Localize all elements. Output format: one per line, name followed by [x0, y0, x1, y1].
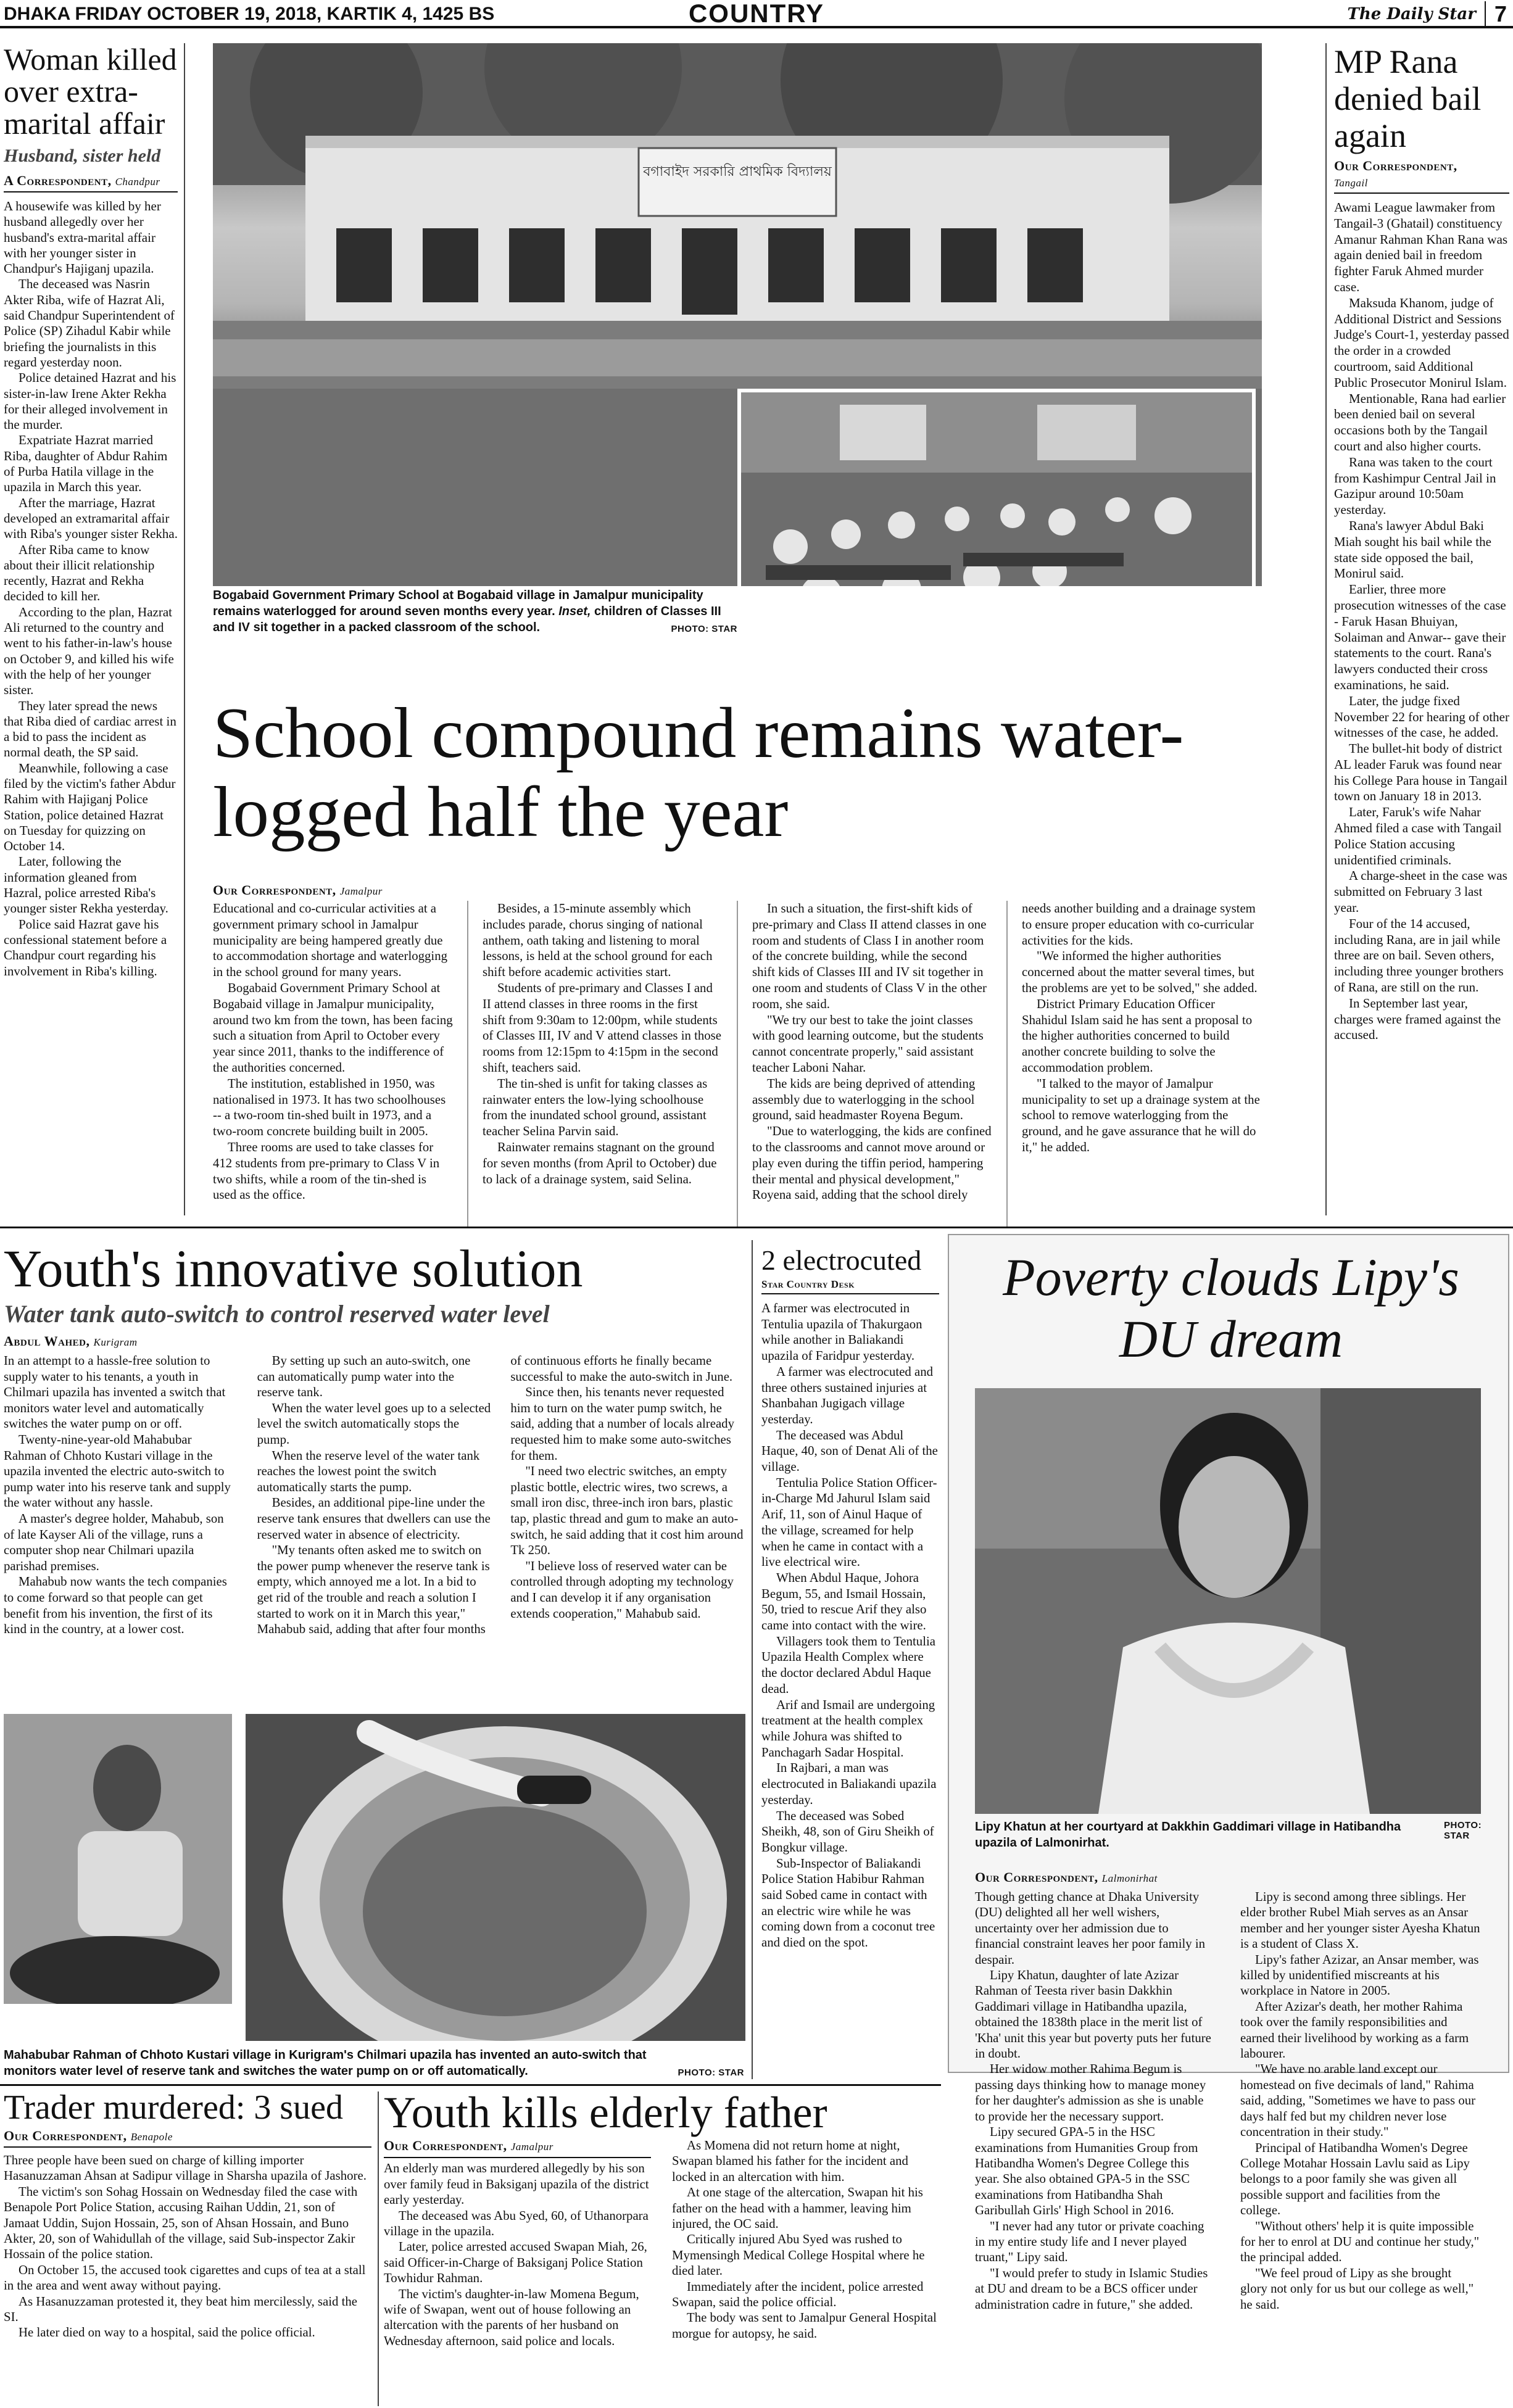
- paragraph: Lipy Khatun, daughter of late Azizar Rahman of Teesta river basin Dakkhin Gaddimari village in Hatibandha upazila, obtained the 1838th place in the merit list of 'Kha' unit this year but poverty puts her future in doubt.: [975, 1968, 1211, 2061]
- paragraph: Mahabub now wants the tech companies to come forward so that people can get benefit from his invention, the first of its kind in the country, at a lower cost.: [4, 1574, 227, 1637]
- page-number: 7: [1485, 1, 1507, 27]
- youth-photo-caption: [4, 2047, 744, 2079]
- paragraph: Tentulia Police Station Officer-in-Charge Md Jahurul Islam said Arif, 11, son of Ainul Haque of the village, screamed for help when he came in contact with a live electrical wire.: [761, 1475, 937, 1570]
- paragraphs: [384, 2138, 939, 2349]
- paragraph: The deceased was Sobed Sheikh, 48, son of Giru Sheikh of Bongkur village.: [761, 1808, 934, 1855]
- man-portrait-image: [4, 1714, 232, 2004]
- paragraph: In an attempt to a hassle-free solution to supply water to his tenants, a youth in Chilmari upazila has invented a switch that monitors water level and automatically switches the water pump on or off.: [4, 1354, 226, 1431]
- paragraph: The victim's son Sohag Hossain on Wednesday filed the case with Benapole Port Police Station, accusing Raihan Uddin, 21, son of Jamaat Uddin, Sujon Hossain, 25, son of Ahsan Hossain, and Buno Akter, 20, son of Wahidullah of the village, said Sub-inspector Zakir Hossain of the police station.: [4, 2184, 358, 2262]
- byline-name: Our Correspondent,: [4, 2128, 127, 2143]
- paragraph: The body was sent to Jamalpur General Hospital morgue for autopsy, he said.: [672, 2311, 937, 2341]
- headline: Woman killed over extra-marital affair: [4, 42, 177, 141]
- byline-name: A Correspondent,: [4, 173, 112, 188]
- classroom-image: [741, 392, 1252, 586]
- article-youth-kills-father: [384, 2088, 939, 2397]
- headline: 2 electrocuted: [761, 1244, 922, 1276]
- column-divider: [184, 43, 185, 1215]
- paragraph: According to the plan, Hazrat Ali returned to the country and went to his father-in-law's house on October 9, and killed his wife with the help of her younger sister.: [4, 604, 174, 698]
- paragraph: "We try our best to take the joint classes with good learning outcome, but the students cannot concentrate properly," said assistant teacher Laboni Nahar.: [752, 1012, 984, 1075]
- caption-inset-label: Inset,: [558, 605, 591, 618]
- article-woman-killed: [4, 43, 178, 979]
- headline: Youth's innovative solution: [4, 1239, 583, 1298]
- article-body: [4, 199, 178, 979]
- paragraph: Police detained Hazrat and his sister-in-law Irene Akter Rekha for their alleged involvement in the murder.: [4, 370, 176, 432]
- byline: Star Country Desk: [761, 1278, 939, 1294]
- paragraph: As Hasanuzzaman protested it, they beat him mercilessly, said the SI.: [4, 2294, 358, 2325]
- mahabub-photo: [4, 1714, 232, 2004]
- article-body: [1334, 200, 1509, 1043]
- school-sign-text: বগাবাইদ সরকারি প্রাথমিক বিদ্যালয়: [643, 164, 832, 180]
- paragraph: Besides, an additional pipe-line under the reserve tank ensures that dwellers can use the reserved water in absence of electricity.: [257, 1496, 491, 1542]
- paragraph: Later, the judge fixed November 22 for hearing of other witnesses of the case, he added.: [1334, 693, 1509, 740]
- paragraph: A farmer was electrocuted and three others sustained injuries at Shanbahan Jugigach village yesterday.: [761, 1364, 934, 1426]
- paragraph: Later, police arrested accused Swapan Miah, 26, said Officer-in-Charge of Baksiganj Police Station Towhidur Rahman.: [384, 2240, 647, 2286]
- paragraph: When the reserve level of the water tank reaches the lowest point the switch automatically starts the pump.: [257, 1448, 480, 1494]
- paragraph: When the water level goes up to a selected level the switch automatically stops the pump.: [257, 1401, 491, 1447]
- classroom-inset-photo: [737, 389, 1256, 586]
- byline-name: Our Correspondent,: [384, 2138, 507, 2153]
- byline: [213, 882, 444, 898]
- section-divider: [0, 2084, 941, 2086]
- paragraph: Her widow mother Rahima Begum is passing days thinking how to manage money for her daughter's admission as she is unable to provide her the necessary support.: [975, 2062, 1206, 2124]
- photo-credit: PHOTO: STAR: [1444, 1820, 1482, 1841]
- paragraph: Twenty-nine-year-old Mahabubar Rahman of Chhoto Kustari village in the upazila invented the electric auto-switch to pump water into his reserve tank and supply the water without any hassle.: [4, 1432, 231, 1510]
- paragraph: Rainwater remains stagnant on the ground for seven months (from April to October) due to lack of a drainage system, said Selina.: [483, 1140, 717, 1186]
- paragraph: Earlier, three more prosecution witnesses of the case - Faruk Hasan Bhuiyan, Solaiman and Anwar-- gave their statements to the court. Rana's lawyers conducted their cross examinations, he said.: [1334, 582, 1506, 692]
- paragraph: The deceased was Abdul Haque, 40, son of Denat Ali of the village.: [761, 1428, 938, 1475]
- paragraph: When Abdul Haque, Johora Begum, 55, and Ismail Hossain, 50, tried to rescue Arif they also came into contact with the wire.: [761, 1570, 927, 1633]
- paragraph: The victim's daughter-in-law Momena Begum, wife of Swapan, went out of house following an altercation with the parents of her husband on Wednesday afternoon, said police and locals.: [384, 2286, 639, 2348]
- paragraph: Rana was taken to the court from Kashimpur Central Jail in Gazipur around 10:50am yesterday.: [1334, 454, 1496, 518]
- paragraph: After Azizar's death, her mother Rahima took over the family responsibilities and earned their livelihood by working as a farm labourer.: [1240, 1999, 1469, 2061]
- paragraph: Since then, his tenants never requested him to turn on the water pump switch, he said, adding that a number of locals already requested him to make some auto-switches for them.: [510, 1385, 734, 1463]
- paragraph: Bogabaid Government Primary School at Bogabaid village in Jamalpur municipality, around two km from the town, has been facing such a situation from April to October every year since 2011, thanks to the indifference of the authorities concerned.: [213, 980, 453, 1075]
- byline: [384, 2138, 651, 2158]
- paragraph: An elderly man was murdered allegedly by his son over family feud in Baksiganj upazila of the district early yesterday.: [384, 2161, 649, 2207]
- paragraph: "I would prefer to study in Islamic Studies at DU and dream to be a BCS officer under administration cadre in future," she added.: [975, 2265, 1208, 2312]
- caption-text: Mahabubar Rahman of Chhoto Kustari village in Kurigram's Chilmari upazila has invented an auto-switch that monitors water level of reserve tank and switches the water pump on or off automatically.: [4, 2048, 647, 2078]
- paragraph: After the marriage, Hazrat developed an extramarital affair with Riba's younger sister Rekha.: [4, 495, 178, 542]
- newspaper-logo: The Daily Star: [1347, 5, 1476, 23]
- paragraph: Rana's lawyer Abdul Baki Miah sought his bail while the state side opposed the bail, Monirul said.: [1334, 518, 1491, 581]
- byline-location: Lalmonirhat: [1101, 1872, 1158, 1884]
- article-body: [4, 1353, 744, 1674]
- byline-name: Our Correspondent,: [213, 882, 336, 898]
- lipy-photo-caption: [975, 1819, 1481, 1851]
- paragraph: Principal of Hatibandha Women's Degree College Motahar Hossain Lavlu said as Lipy belongs to a poor family she was given all possible support and facilities from the college.: [1240, 2140, 1470, 2218]
- kicker: Water tank auto-switch to control reserved water level: [4, 1300, 550, 1328]
- lipy-photo: [975, 1388, 1481, 1814]
- headline: Poverty clouds Lipy's DU dream: [1003, 1247, 1459, 1368]
- caption-main: Bogabaid Government Primary School at Bogabaid village in Jamalpur municipality remains waterlogged for around seven months every year.: [213, 589, 703, 618]
- paragraph: Immediately after the incident, police arrested Swapan, said the police official.: [672, 2279, 924, 2310]
- paragraph: Lipy secured GPA-5 in the HSC examinations from Humanities Group from Hatibandha Women's Degree College this year. She also obtained GPA-5 in the SSC examinations from Hatibandha Shah Garibullah Girls' High School in 2016.: [975, 2125, 1198, 2218]
- byline-location: Chandpur: [115, 176, 160, 188]
- paragraph: Besides, a 15-minute assembly which includes parade, chorus singing of national anthem, oath taking and listening to moral lessons, is held at the school ground for each shift before academic activities start.: [483, 901, 713, 980]
- tank-photo: [246, 1714, 745, 2041]
- paragraph: On October 15, the accused took cigarettes and cups of tea at a stall in the area and went away without paying.: [4, 2262, 366, 2293]
- article-trader-murdered: [4, 2088, 371, 2341]
- paragraph: Three people have been sued on charge of killing importer Hasanuzzaman Ahsan at Sadipur village in Sharsha upazila of Jashore.: [4, 2153, 367, 2183]
- headline: Trader murdered: 3 sued: [4, 2088, 344, 2127]
- section-divider: [0, 1227, 1513, 1228]
- section-title: COUNTRY: [688, 0, 825, 28]
- article-mp-rana: [1334, 43, 1509, 1043]
- caption-text: Lipy Khatun at her courtyard at Dakkhin Gaddimari village in Hatibandha upazila of Lalmonirhat.: [975, 1820, 1401, 1850]
- paragraph: "I believe loss of reserved water can be controlled through adopting my technology and I can develop it if any organisation extends cooperation," Mahabub said.: [510, 1558, 734, 1621]
- school-photo: [213, 43, 1262, 586]
- paragraph: As Momena did not return home at night, Swapan blamed his father for the incident and locked in an altercation with him.: [672, 2138, 908, 2184]
- paragraph: "I need two electric switches, an empty plastic bottle, electric wires, two screws, a small iron disc, three-inch iron bars, plastic tap, plastic thread and gum to make an auto-switch, he said adding that it cost him around Tk 250.: [510, 1464, 744, 1558]
- paragraph: A charge-sheet in the case was submitted on February 3 last year.: [1334, 868, 1507, 916]
- paragraph: Awami League lawmaker from Tangail-3 (Ghatail) constituency Amanur Rahman Khan Rana was again denied bail in freedom fighter Faruk Ahmed murder case.: [1334, 200, 1508, 294]
- byline-location: Tangail: [1334, 177, 1368, 189]
- paragraph: Meanwhile, following a case filed by the victim's father Abdur Rahim with Hajiganj Police Station, police detained Hazrat on Tuesday for quizzing on October 14.: [4, 760, 176, 854]
- girl-portrait-image: [975, 1388, 1481, 1814]
- paragraph: "I talked to the mayor of Jamalpur municipality to set up a drainage system at the school to remove waterlogging from the ground, and he gave assurance that he will do it," he added.: [1022, 1076, 1260, 1154]
- photo-credit: PHOTO: STAR: [678, 2067, 744, 2078]
- paragraph: District Primary Education Officer Shahidul Islam said he has sent a proposal to the higher authorities concerned to build another concrete building to solve the accommodation problem.: [1022, 996, 1253, 1075]
- paragraph: The deceased was Nasrin Akter Riba, wife of Hazrat Ali, said Chandpur Superintendent of Police (SP) Zihadul Kabir while briefing the journalists in this regard yesterday noon.: [4, 276, 175, 370]
- paragraph: A farmer was electrocuted in Tentulia upazila of Thakurgaon while another in Baliakandi upazila of Faridpur yesterday.: [761, 1301, 922, 1363]
- paragraph: Maksuda Khanom, judge of Additional District and Sessions Judge's Court-1, yesterday passed the order in a crowded courtroom, said Additional Public Prosecutor Monirul Islam.: [1334, 295, 1509, 390]
- school-photo-caption: [213, 587, 737, 635]
- byline-location: Benapole: [130, 2131, 173, 2143]
- paragraph: Lipy is second among three siblings. Her elder brother Rubel Miah serves as an Ansar member and her younger sister Ayesha Khatun is a student of Class X.: [1240, 1890, 1480, 1951]
- byline: [4, 173, 178, 192]
- paragraph: Later, following the information gleaned from Hazral, police arrested Riba's younger sister Rekha yesterday.: [4, 854, 168, 916]
- kicker: Husband, sister held: [4, 146, 161, 166]
- lipy-body-wrap: [975, 1869, 1481, 2408]
- byline: [4, 2128, 371, 2148]
- caption-inset: children of Classes III and IV sit together in a packed classroom of the school.: [213, 605, 721, 634]
- caption-text: [213, 587, 737, 635]
- paragraph: "We informed the higher authorities concerned about the matter several times, but the problems are yet to be solved," she added.: [1022, 949, 1258, 995]
- byline-location: Jamalpur: [339, 885, 383, 897]
- masthead: [0, 0, 1513, 28]
- paragraph: Villagers took them to Tentulia Upazila Health Complex where the doctor declared Abdul Haque dead.: [761, 1634, 935, 1696]
- byline-location: Jamalpur: [510, 2141, 553, 2153]
- water-tank-image: [246, 1714, 745, 2041]
- paragraph: Lipy's father Azizar, an Ansar member, was killed by unidentified miscreants at his workplace in Natore in 2005.: [1240, 1952, 1479, 1998]
- paragraph: "We have no arable land except our homestead on five decimals of land," Rahima said, adding, "Sometimes we have to pass our days half fed but my children never lose concentration in their study.": [1240, 2062, 1476, 2140]
- paragraph: The bullet-hit body of district AL leader Faruk was found near his College Para house in Tangail town on January 18 in 2013.: [1334, 741, 1508, 804]
- byline-name: Our Correspondent,: [975, 1869, 1098, 1885]
- paragraph: The institution, established in 1950, was nationalised in 1973. It has two schoolhouses -- a two-room tin-shed built in 1973, and a two-room concrete building built in 2005.: [213, 1076, 446, 1139]
- paragraph: "We feel proud of Lipy as she brought glory not only for us but our college as well," he said.: [1240, 2265, 1474, 2312]
- paragraph: Though getting chance at Dhaka University (DU) delighted all her well wishers, uncertainty over her admission due to financial constraint leaves her poor family in despair.: [975, 1890, 1206, 1967]
- photo-credit: PHOTO: STAR: [671, 624, 737, 634]
- paragraph: The kids are being deprived of attending assembly due to waterlogging in the school ground, said headmaster Royena Begum.: [752, 1076, 976, 1123]
- column-divider: [378, 2091, 379, 2406]
- paragraph: Later, Faruk's wife Nahar Ahmed filed a case with Tangail Police Station accusing unidentified criminals.: [1334, 805, 1502, 867]
- paragraph: "I never had any tutor or private coaching in my entire study life and I never played truant," Lipy said.: [975, 2219, 1204, 2265]
- paragraph: The deceased was Abu Syed, 60, of Uthanorpara village in the upazila.: [384, 2208, 649, 2239]
- headline: Youth kills elderly father: [384, 2088, 827, 2137]
- paragraph: Critically injured Abu Syed was rushed to Mymensingh Medical College Hospital where he died later.: [672, 2232, 925, 2278]
- paragraph: By setting up such an auto-switch, one can automatically pump water into the reserve tank.: [257, 1354, 471, 1400]
- paragraph: Students of pre-primary and Classes I and II attend classes in three rooms in the first shift from 9:30am to 12:00pm, while students of Classes III, IV and V attend classes in those rooms from 12:15pm to 4:15pm in the second shift, teachers said.: [483, 980, 721, 1075]
- paragraph: "My tenants often asked me to switch on the power pump whenever the reserve tank is empty, which annoyed me a lot. In a bid to get rid of the trouble and reach a solution I started to work on it in March this year," Mahabub said, adding that after four months of continuous efforts he finally became successful to make the auto-switch in June.: [257, 1354, 733, 1637]
- article-electrocuted: [761, 1245, 939, 1951]
- paragraph: A housewife was killed by her husband allegedly over her husband's extra-marital affair with her younger sister in Chandpur's Hajiganj upazila.: [4, 199, 161, 276]
- byline-location: Kurigram: [93, 1336, 138, 1348]
- byline: [4, 1333, 744, 1349]
- paragraph: Arif and Ismail are undergoing treatment at the health complex while Johura was shifted to Panchagarh Sadar Hospital.: [761, 1697, 935, 1760]
- paragraph: Mentionable, Rana had earlier been denied bail on several occasions both by the Tangail court and also higher courts.: [1334, 391, 1506, 453]
- dateline: DHAKA FRIDAY OCTOBER 19, 2018, KARTIK 4, 1425 BS: [4, 4, 495, 24]
- school-headline: School compound remains water-logged half the year: [213, 693, 1184, 852]
- paragraph: Sub-Inspector of Baliakandi Police Station Habibur Rahman said Sobed came in contact with an electric wire while he was coming down from a coconut tree and died on the spot.: [761, 1856, 935, 1950]
- article-school: [213, 882, 1262, 1228]
- paragraph: In such a situation, the first-shift kids of pre-primary and Class II attend classes in one room and students of Class I in another room of the concrete building, while the second shift kids of Classes III and IV sit together in one room and students of Class V in the other room, she said.: [752, 901, 987, 1011]
- masthead-right: [1347, 1, 1507, 27]
- paragraph: Three rooms are used to take classes for 412 students from pre-primary to Class V in two shifts, while a room of the tin-shed is used as the office.: [213, 1140, 440, 1202]
- paragraph: Expatriate Hazrat married Riba, daughter of Abdur Rahim of Purba Hatila village in the upazila in March this year.: [4, 432, 168, 495]
- article-body: [213, 901, 1262, 1228]
- paragraph: They later spread the news that Riba died of cardiac arrest in a bid to pass the incident as normal death, the SP said.: [4, 698, 176, 760]
- paragraph: In Rajbari, a man was electrocuted in Baliakandi upazila yesterday.: [761, 1761, 937, 1807]
- article-youth-solution: [4, 1240, 744, 1674]
- column-divider: [1325, 43, 1327, 1215]
- paragraph: At one stage of the altercation, Swapan hit his father on the head with a hammer, leaving him injured, the OC said.: [672, 2185, 923, 2232]
- article-body: [761, 1301, 939, 1951]
- paragraph: A master's degree holder, Mahabub, son of late Kayser Ali of the village, runs a computer shop near Chilmari upazila parishad premises.: [4, 1511, 224, 1573]
- byline-name: Abdul Wahed,: [4, 1333, 90, 1349]
- article-body: [384, 2138, 939, 2397]
- paragraph: Educational and co-curricular activities at a government primary school in Jamalpur municipality are being hampered greatly due to accommodation shortage and waterlogging in the school ground for many years.: [213, 901, 448, 980]
- headline: MP Rana denied bail again: [1334, 43, 1482, 154]
- paragraph: After Riba came to know about their illicit relationship recently, Hazrat and Rekha decided to kill her.: [4, 542, 155, 604]
- paragraph: "Without others' help it is quite impossible for her to enrol at DU and continue her study," the principal added.: [1240, 2219, 1480, 2265]
- paragraph: In September last year, charges were framed against the accused.: [1334, 995, 1501, 1043]
- article-lipy: [963, 1246, 1499, 1370]
- article-body: [4, 2153, 371, 2341]
- byline-name: Our Correspondent,: [1334, 158, 1457, 173]
- paragraph: Four of the 14 accused, including Rana, are in jail while three are on bail. Seven others, including three younger brothers of Rana, are still on the run.: [1334, 916, 1504, 995]
- paragraph: He later died on way to a hospital, said the police official.: [19, 2325, 315, 2340]
- article-body: [975, 1889, 1481, 2408]
- paragraph: The tin-shed is unfit for taking classes as rainwater enters the low-lying schoolhouse from the inundated school ground, assistant teacher Selina Parvin said.: [483, 1076, 708, 1139]
- paragraph: Police said Hazrat gave his confessional statement before a Chandpur court regarding his involvement in Riba's killing.: [4, 916, 167, 979]
- paragraph: "Due to waterlogging, the kids are confined to the classrooms and cannot move around or play even during the tiffin period, hampering their mental and physical development," Royena said, adding that the school direly needs another building and a drainage system to ensure proper education with co-curricular activities for the kids.: [752, 901, 1256, 1202]
- byline: [975, 1869, 1481, 1885]
- column-divider: [752, 1240, 753, 2079]
- byline: [1334, 158, 1509, 194]
